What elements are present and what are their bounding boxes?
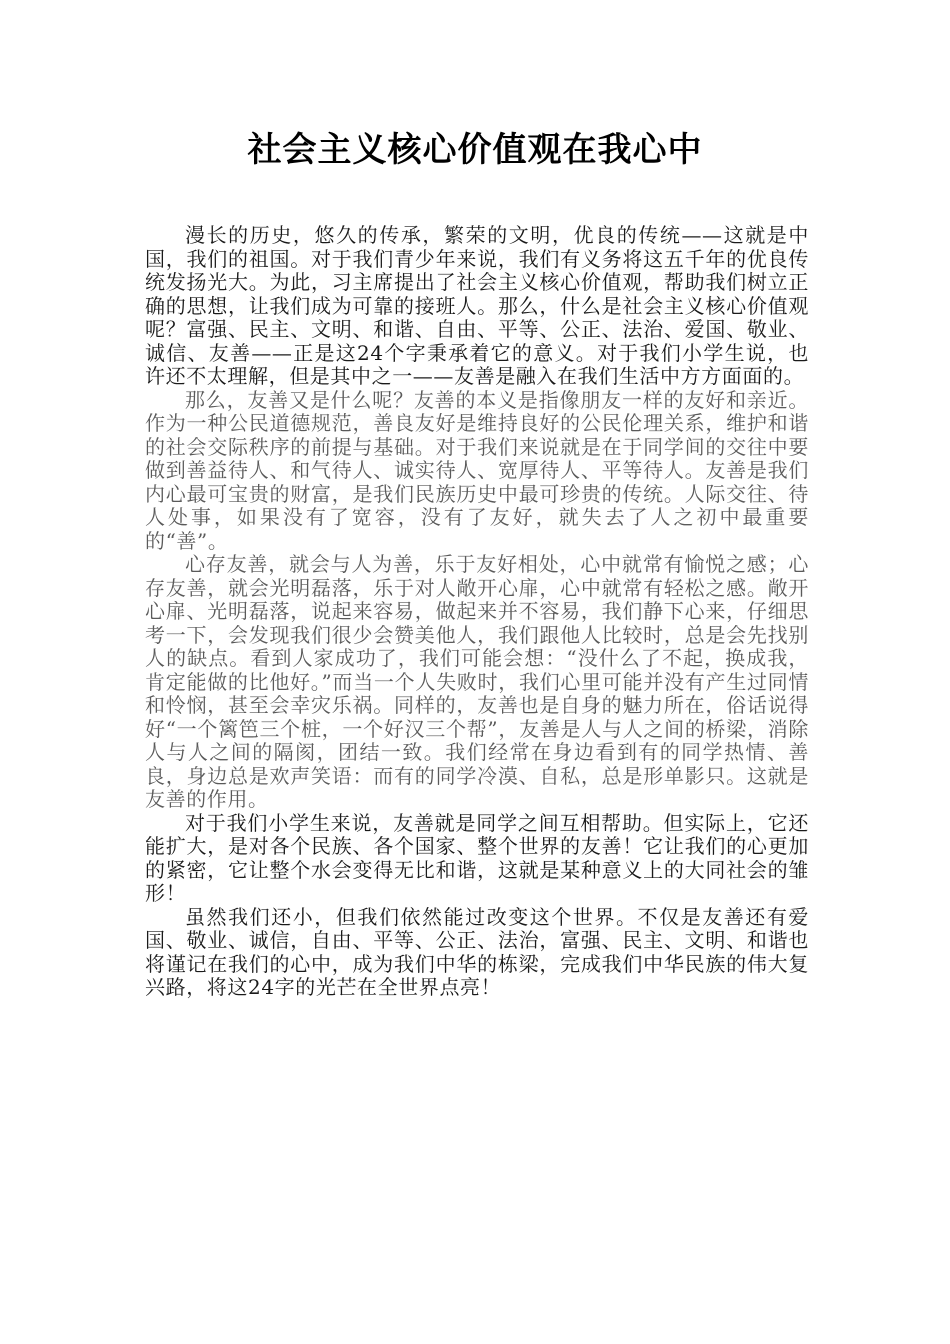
paragraph-2: 那么，友善又是什么呢？友善的本义是指像朋友一样的友好和亲近。作为一种公民道德规范，善良友好是维持良好的公民伦理关系，维护和谐的社会交际秩序的前提与基础。对于我们来说就是在于同学间的交往中要做到善益待人、和气待人、诚实待人、宽厚待人、平等待人。友善是我们内心最可宝贵的财富，是我们民族历史中最可珍贵的传统。人际交往、待人处事，如果没有了宽容，没有了友好，就失去了人之初中最重要的“善”。 [145,387,809,553]
paragraph-5: 虽然我们还小，但我们依然能过改变这个世界。不仅是友善还有爱国、敬业、诚信，自由、平等、公正、法治，富强、民主、文明、和谐也将谨记在我们的心中，成为我们中华的栋梁，完成我们中华民族的伟大复兴路，将这24字的光芒在全世界点亮！ [145,904,809,999]
paragraph-1: 漫长的历史，悠久的传承，繁荣的文明，优良的传统——这就是中国，我们的祖国。对于我们青少年来说，我们有义务将这五千年的优良传统发扬光大。为此，习主席提出了社会主义核心价值观，帮助我们树立正确的思想，让我们成为可靠的接班人。那么，什么是社会主义核心价值观呢？富强、民主、文明、和谐、自由、平等、公正、法治、爱国、敬业、诚信、友善——正是这24个字秉承着它的意义。对于我们小学生说，也许还不太理解，但是其中之一——友善是融入在我们生活中方方面面的。 [145,223,809,388]
document-title: 社会主义核心价值观在我心中 [247,130,703,170]
paragraph-4: 对于我们小学生来说，友善就是同学之间互相帮助。但实际上，它还能扩大，是对各个民族、各个国家、整个世界的友善！它让我们的心更加的紧密，它让整个水会变得无比和谐，这就是某种意义上的大同社会的雏形！ [145,810,809,905]
paragraph-3: 心存友善，就会与人为善，乐于友好相处，心中就常有愉悦之感；心存友善，就会光明磊落，乐于对人敞开心扉，心中就常有轻松之感。敞开心扉、光明磊落，说起来容易，做起来并不容易，我们静下心来，仔细思考一下，会发现我们很少会赞美他人，我们跟他人比较时，总是会先找别人的缺点。看到人家成功了，我们可能会想：“没什么了不起，换成我，肯定能做的比他好。”而当一个人失败时，我们心里可能并没有产生过同情和怜悯，甚至会幸灾乐祸。同样的，友善也是自身的魅力所在，俗话说得好“一个篱笆三个桩，一个好汉三个帮”，友善是人与人之间的桥梁，消除人与人之间的隔阂，团结一致。我们经常在身边看到有的同学热情、善良，身边总是欢声笑语：而有的同学冷漠、自私，总是形单影只。这就是友善的作用。 [145,552,809,811]
document-body [145,224,809,1000]
